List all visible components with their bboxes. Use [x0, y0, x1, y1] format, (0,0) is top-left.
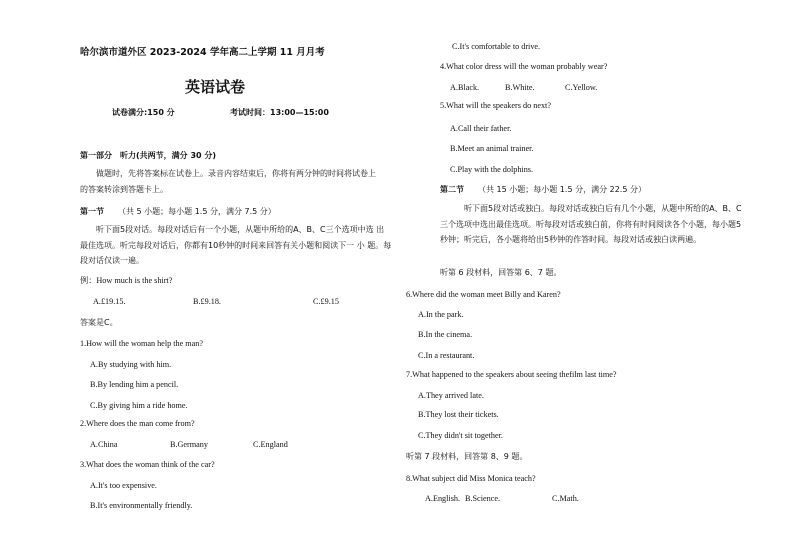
subject-title: 英语试卷 — [185, 78, 246, 96]
full-score: 试卷满分:150 分 — [112, 108, 175, 117]
q7-option-a: A.They arrived late. — [418, 391, 484, 400]
q2-option-c: C.England — [253, 440, 288, 449]
question-3: 3.What does the woman think of the car? — [80, 460, 215, 469]
q7-option-b: B.They lost their tickets. — [418, 410, 499, 419]
example-option-c: C.£9.15 — [313, 297, 339, 306]
q4-option-b: B.White. — [505, 83, 535, 92]
q1-option-c: C.By giving him a ride home. — [90, 401, 188, 410]
exam-title: 哈尔滨市道外区 2023-2024 学年高二上学期 11 月月考 — [80, 47, 325, 58]
example-option-a: A.£19.15. — [93, 297, 126, 306]
question-7: 7.What happened to the speakers about seeing thefilm last time? — [406, 370, 617, 379]
q4-option-c: C.Yellow. — [565, 83, 598, 92]
q7-option-c: C.They didn't sit together. — [418, 431, 503, 440]
q5-option-b: B.Meet an animal trainer. — [450, 144, 534, 153]
section2-intro: 听下面5段对话或独白。每段对话或独白后有几个小题，从题中所给的A、B、C 三个选项中选出最佳选项。听每段对话或独白前，你将有时间阅读各个小题，每小题5 秒钟；听完后，各小题将给出5秒钟的作答时间。每段对话或独白读两遍。 — [440, 204, 742, 244]
question-1: 1.How will the woman help the man? — [80, 339, 204, 348]
q6-option-b: B.In the cinema. — [418, 330, 473, 339]
section2-heading: 第二节 — [440, 185, 464, 194]
question-2: 2.Where does the man come from? — [80, 419, 195, 428]
section1-heading: 第一节 — [80, 207, 104, 216]
part1-heading: 第一部分 听力(共两节，满分 30 分) — [80, 151, 217, 160]
question-5: 5.What will the speakers do next? — [440, 101, 551, 110]
example-question: 例：How much is the shirt? — [80, 276, 173, 285]
exam-time: 考试时间：13:00—15:00 — [230, 108, 329, 117]
question-6: 6.Where did the woman meet Billy and Karen? — [406, 290, 561, 299]
listen-segment-6: 听第 6 段材料，回答第 6、7 题。 — [440, 268, 562, 277]
q4-option-a: A.Black. — [450, 83, 480, 92]
q5-option-c: C.Play with the dolphins. — [450, 165, 534, 174]
example-option-b: B.£9.18. — [193, 297, 221, 306]
q3-option-c: C.It's comfortable to drive. — [452, 42, 541, 51]
listen-segment-7: 听第 7 段材料，回答第 8、9 题。 — [406, 452, 528, 461]
q3-option-b: B.It's environmentally friendly. — [90, 501, 193, 510]
section1-meta: （共 5 小题；每小题 1.5 分，满分 7.5 分） — [118, 207, 276, 216]
q8-option-b: B.Science. — [465, 494, 501, 503]
question-4: 4.What color dress will the woman probably wear? — [440, 62, 608, 71]
example-answer: 答案是C。 — [80, 318, 118, 327]
q8-option-a: A.English. — [425, 494, 461, 503]
q3-option-a: A.It's too expensive. — [90, 481, 157, 490]
q1-option-a: A.By studying with him. — [90, 360, 172, 369]
question-8: 8.What subject did Miss Monica teach? — [406, 474, 536, 483]
q1-option-b: B.By lending him a pencil. — [90, 380, 179, 389]
q2-option-b: B.Germany — [170, 440, 208, 449]
section1-intro: 听下面5段对话。每段对话后有一个小题，从题中所给的A、B、C三个选项中选 出最佳选项。听完每段对话后，你都有10秒钟的时间来回答有关小题和阅读下一 小 题。每段对话仅读一遍。 — [80, 225, 392, 265]
q5-option-a: A.Call their father. — [450, 124, 512, 133]
q2-option-a: A.China — [90, 440, 118, 449]
section2-meta: （共 15 小题；每小题 1.5 分，满分 22.5 分） — [478, 185, 646, 194]
q6-option-a: A.In the park. — [418, 310, 464, 319]
q8-option-c: C.Math. — [552, 494, 579, 503]
part1-intro: 做题时，先将答案标在试卷上。录音内容结束后，你将有两分钟的时间将试卷上 的答案转涂到答题卡上。 — [80, 169, 376, 194]
q6-option-c: C.In a restaurant. — [418, 351, 475, 360]
